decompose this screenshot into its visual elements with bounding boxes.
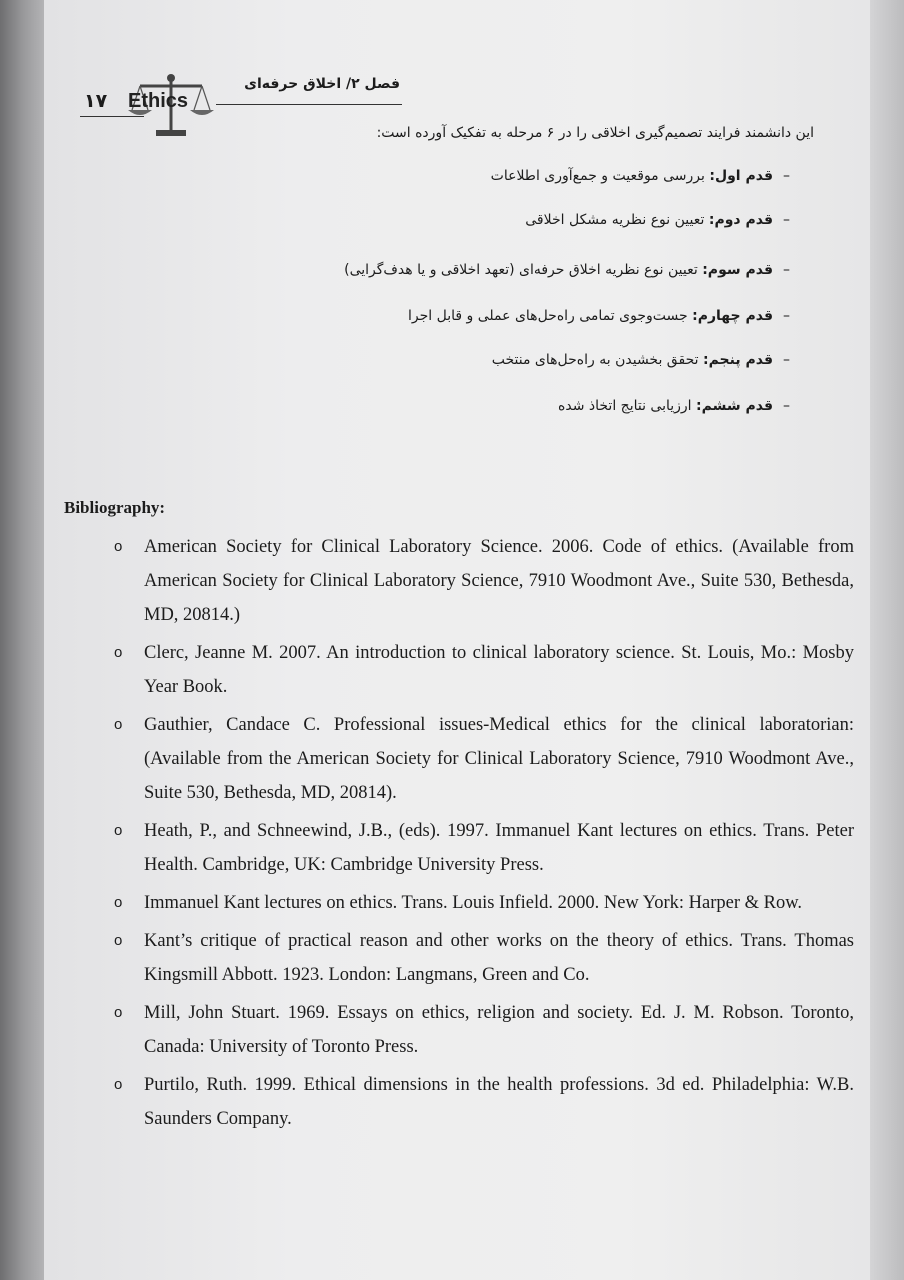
page-number: ۱۷ bbox=[84, 90, 108, 112]
chapter-title: فصل ۲/ اخلاق حرفه‌ای bbox=[244, 76, 400, 92]
step-label: قدم اول: bbox=[709, 168, 773, 184]
step-text: ارزیابی نتایج اتخاذ شده bbox=[558, 398, 692, 414]
step-5: –قدم پنجم: تحقق بخشیدن به راه‌حل‌های منتخب bbox=[491, 352, 790, 368]
bibliography-entry: o Gauthier, Candace C. Professional issues-Medical ethics for the clinical laboratorian: (Available from the American Society for Clinical Laboratory Science, 7910 Woodmont Ave., Suite 530, Bethesda, MD, 20814). bbox=[114, 715, 854, 803]
ethics-logo-text: Ethics bbox=[128, 90, 189, 112]
page-edge-shadow bbox=[864, 0, 904, 1280]
step-label: قدم پنجم: bbox=[702, 352, 773, 368]
step-6: –قدم ششم: ارزیابی نتایج اتخاذ شده bbox=[558, 398, 790, 414]
bibliography-list bbox=[114, 530, 854, 1140]
step-text: تعیین نوع نظریه مشکل اخلاقی bbox=[525, 212, 705, 228]
step-text: تعیین نوع نظریه اخلاق حرفه‌ای (تعهد اخلاقی و یا هدف‌گرایی) bbox=[344, 262, 698, 278]
step-label: قدم دوم: bbox=[708, 212, 773, 228]
step-text: بررسی موقعیت و جمع‌آوری اطلاعات bbox=[490, 168, 705, 184]
step-label: قدم ششم: bbox=[696, 398, 773, 414]
bibliography-entry: o Immanuel Kant lectures on ethics. Trans. Louis Infield. 2000. New York: Harper & Row. bbox=[114, 893, 803, 913]
book-page bbox=[44, 0, 870, 1280]
step-text: تحقق بخشیدن به راه‌حل‌های منتخب bbox=[491, 352, 699, 368]
step-3: –قدم سوم: تعیین نوع نظریه اخلاق حرفه‌ای (تعهد اخلاقی و یا هدف‌گرایی) bbox=[344, 262, 790, 278]
bibliography-entry: o American Society for Clinical Laboratory Science. 2006. Code of ethics. (Available from American Society for Clinical Laboratory Science, 7910 Woodmont Ave., Suite 530, Bethesda, MD, 20814.) bbox=[114, 537, 854, 625]
header-rule-right bbox=[216, 104, 402, 105]
bibliography-heading: Bibliography: bbox=[64, 498, 166, 517]
step-text: جست‌وجوی تمامی راه‌حل‌های عملی و قابل اجرا bbox=[408, 308, 688, 324]
bibliography-entry: o Mill, John Stuart. 1969. Essays on ethics, religion and society. Ed. J. M. Robson. Toronto, Canada: University of Toronto Press. bbox=[114, 1003, 854, 1057]
step-4: –قدم چهارم: جست‌وجوی تمامی راه‌حل‌های عملی و قابل اجرا bbox=[408, 308, 790, 324]
step-label: قدم چهارم: bbox=[692, 308, 773, 324]
bibliography-entry: o Clerc, Jeanne M. 2007. An introduction to clinical laboratory science. St. Louis, Mo.: Mosby Year Book. bbox=[114, 643, 854, 697]
intro-paragraph: این دانشمند فرایند تصمیم‌گیری اخلاقی را در ۶ مرحله به تفکیک آورده است: bbox=[376, 125, 814, 141]
bibliography-entry: o Kant’s critique of practical reason and other works on the theory of ethics. Trans. Thomas Kingsmill Abbott. 1923. London: Langmans, Green and Co. bbox=[114, 931, 854, 985]
step-2: –قدم دوم: تعیین نوع نظریه مشکل اخلاقی bbox=[525, 212, 790, 228]
step-1: –قدم اول: بررسی موقعیت و جمع‌آوری اطلاعات bbox=[490, 168, 790, 184]
bibliography-entry: o Purtilo, Ruth. 1999. Ethical dimensions in the health professions. 3d ed. Philadelphia: W.B. Saunders Company. bbox=[114, 1075, 854, 1129]
step-label: قدم سوم: bbox=[702, 262, 773, 278]
bibliography-entry: o Heath, P., and Schneewind, J.B., (eds). 1997. Immanuel Kant lectures on ethics. Trans. Peter Health. Cambridge, UK: Cambridge University Press. bbox=[114, 821, 854, 875]
